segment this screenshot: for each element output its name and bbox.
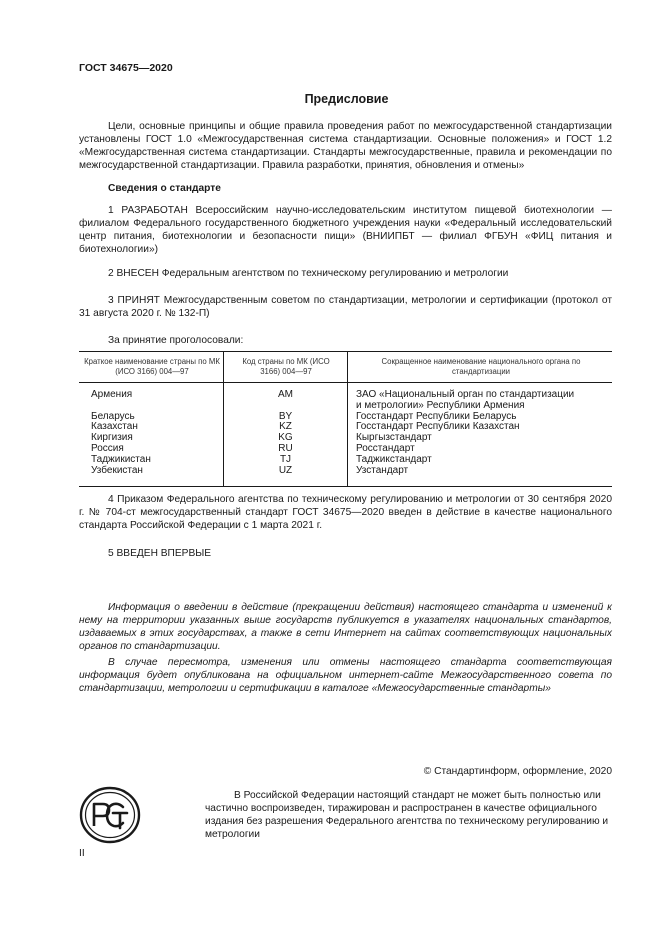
section-heading: Сведения о стандарте [108, 183, 221, 194]
table-cell: KG [278, 432, 293, 444]
table-cell: Госстандарт Республики Казахстан [356, 421, 520, 433]
table-cell: и метрологии» Республики Армения [356, 399, 525, 411]
rf-reproduction-notice: В Российской Федерации настоящий стандарт не может быть полностью или частично воспроизведен, тиражирован и распространен в качестве официального издания без разрешения Федерального агентства по техническому регулированию и метрологии [205, 790, 609, 841]
item-adopted: 3 ПРИНЯТ Межгосударственным советом по стандартизации, метрологии и сертификации (протокол от 31 августа 2020 г. № 132-П) [79, 295, 612, 320]
voted-label: За принятие проголосовали: [108, 335, 244, 346]
item-enacted: 4 Приказом Федерального агентства по техническому регулированию и метрологии от 30 сентября 2020 г. № 704-ст межгосударственный стандарт ГОСТ 34675—2020 введен в действие в качестве национального стандарта Российской Федерации с 1 марта 2021 г. [79, 494, 612, 532]
header-country-code: Код страны по МК (ИСО 3166) 004—97 [242, 357, 330, 376]
table-cell: Росстандарт [356, 442, 415, 454]
table-cell: Узстандарт [356, 464, 409, 476]
table-cell: RU [278, 442, 293, 454]
table-cell: AM [278, 389, 293, 400]
country-name-column [91, 390, 151, 476]
item-submitted: 2 ВНЕСЕН Федеральным агентством по техническому регулированию и метрологии [108, 268, 509, 279]
intro-paragraph: Цели, основные принципы и общие правила проведения работ по межгосударственной стандартизации установлены ГОСТ 1.0 «Межгосударственная система стандартизации. Основные положения» и ГОСТ 1.2 «Межгосударственная система стандартизации. Стандарты межгосударственные, правила и рекомендации по межгосударственной стандартизации. Правила разработки, принятия, обновления и отмены» [79, 121, 612, 172]
page-number: II [79, 848, 85, 859]
table-divider [347, 352, 348, 486]
voting-table [79, 351, 612, 487]
document-code: ГОСТ 34675—2020 [79, 62, 173, 74]
table-cell: Госстандарт Республики Беларусь [356, 410, 517, 422]
copyright-notice: © Стандартинформ, оформление, 2020 [423, 766, 612, 777]
country-code-column [224, 390, 347, 476]
table-cell [224, 401, 347, 412]
page-title [0, 93, 661, 106]
table-cell: Россия [91, 442, 124, 454]
table-cell: Беларусь [91, 410, 135, 422]
pct-certification-logo [79, 786, 141, 844]
pct-logo-icon [79, 786, 141, 844]
header-national-body: Сокращенное наименование национального органа по стандартизации [381, 357, 581, 376]
table-cell: Армения [91, 389, 133, 400]
item-developed: 1 РАЗРАБОТАН Всероссийским научно-исследовательским институтом пищевой биотехнологии — филиалом Федерального государственного бюджетного учреждения науки «Федеральный исследовательский центр питания, биотехнологии и безопасности пищи» (ВНИИПБТ — филиал ФГБУН «ФИЦ питания и биотехнологии») [79, 205, 612, 256]
table-cell: Узбекистан [91, 464, 143, 476]
table-cell: BY [278, 410, 293, 422]
national-body-column [356, 390, 574, 476]
table-cell: Казахстан [91, 421, 138, 433]
page-title-text: Предисловие [304, 92, 389, 106]
table-cell: UZ [278, 464, 293, 476]
table-cell: KZ [279, 421, 292, 433]
table-cell: TJ [279, 453, 292, 465]
table-cell: Таджикистан [91, 453, 151, 465]
table-cell: Киргизия [91, 432, 133, 444]
table-cell [91, 401, 151, 412]
table-cell: Кыргызстандарт [356, 432, 432, 444]
info-publication-paragraph: Информация о введении в действие (прекращении действия) настоящего стандарта и изменений к нему на территории указанных выше государств публикуется в указателях национальных стандартов, издаваемых в этих государствах, а также в сети Интернет на сайтах соответствующих национальных органов по стандартизации. [79, 602, 612, 653]
item-introduced: 5 ВВЕДЕН ВПЕРВЫЕ [108, 548, 212, 559]
header-country-name: Краткое наименование страны по МК (ИСО 3166) 004—97 [84, 357, 220, 376]
info-revision-paragraph: В случае пересмотра, изменения или отмены настоящего стандарта соответствующая информация будет опубликована на официальном интернет-сайте Межгосударственного совета по стандартизации, метрологии и сертификации в каталоге «Межгосударственные стандарты» [79, 657, 612, 695]
table-cell: ЗАО «Национальный орган по стандартизации [356, 389, 575, 400]
table-cell: Таджикстандарт [356, 453, 432, 465]
